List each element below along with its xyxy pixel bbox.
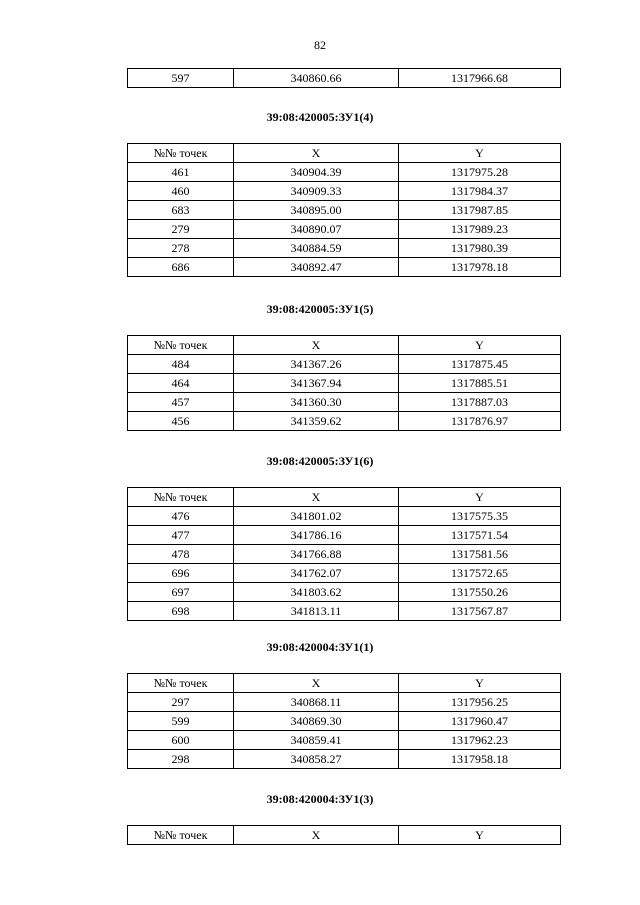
header-y: Y [399, 826, 561, 845]
table-row [128, 526, 561, 545]
page-number: 82 [314, 38, 326, 52]
header-x: X [234, 336, 399, 355]
point-number-cell: 457 [128, 393, 234, 412]
x-cell: 341359.62 [234, 412, 399, 431]
section-title: 39:08:420005:ЗУ1(5) [266, 302, 374, 316]
point-number-cell: 683 [128, 201, 234, 220]
x-cell: 340895.00 [234, 201, 399, 220]
table-header-row [128, 488, 561, 507]
coordinates-table [127, 487, 561, 621]
table-row [128, 239, 561, 258]
x-cell: 341367.26 [234, 355, 399, 374]
table-row [128, 545, 561, 564]
table-row [128, 564, 561, 583]
y-cell: 1317989.23 [399, 220, 561, 239]
coordinates-table [127, 335, 561, 431]
y-cell: 1317987.85 [399, 201, 561, 220]
table-row [128, 712, 561, 731]
x-cell: 340890.07 [234, 220, 399, 239]
table-row [128, 355, 561, 374]
x-cell: 340909.33 [234, 182, 399, 201]
table-row [128, 220, 561, 239]
x-cell: 341786.16 [234, 526, 399, 545]
header-point-number: №№ точек [128, 674, 234, 693]
y-cell: 1317960.47 [399, 712, 561, 731]
point-number-cell: 456 [128, 412, 234, 431]
header-x: X [234, 826, 399, 845]
point-number-cell: 278 [128, 239, 234, 258]
table-row [128, 750, 561, 769]
table-row [128, 731, 561, 750]
header-point-number: №№ точек [128, 826, 234, 845]
point-number-cell: 298 [128, 750, 234, 769]
y-cell: 1317966.68 [399, 69, 561, 88]
header-x: X [234, 144, 399, 163]
x-cell: 340868.11 [234, 693, 399, 712]
section-title: 39:08:420004:ЗУ1(1) [266, 640, 374, 654]
point-number-cell: 597 [128, 69, 234, 88]
table-header-row [128, 144, 561, 163]
y-cell: 1317885.51 [399, 374, 561, 393]
x-cell: 340860.66 [234, 69, 399, 88]
x-cell: 341813.11 [234, 602, 399, 621]
table-row [128, 258, 561, 277]
point-number-cell: 698 [128, 602, 234, 621]
table-header-row [128, 336, 561, 355]
x-cell: 341360.30 [234, 393, 399, 412]
coordinates-table [127, 673, 561, 769]
table-row [128, 393, 561, 412]
coordinates-table [127, 143, 561, 277]
y-cell: 1317572.65 [399, 564, 561, 583]
y-cell: 1317978.18 [399, 258, 561, 277]
y-cell: 1317876.97 [399, 412, 561, 431]
table-row [128, 69, 561, 88]
x-cell: 341367.94 [234, 374, 399, 393]
header-point-number: №№ точек [128, 488, 234, 507]
x-cell: 340869.30 [234, 712, 399, 731]
y-cell: 1317975.28 [399, 163, 561, 182]
header-y: Y [399, 336, 561, 355]
coordinates-table-continuation [127, 68, 561, 88]
table-header-row [128, 674, 561, 693]
point-number-cell: 478 [128, 545, 234, 564]
header-y: Y [399, 488, 561, 507]
header-point-number: №№ точек [128, 144, 234, 163]
point-number-cell: 477 [128, 526, 234, 545]
point-number-cell: 460 [128, 182, 234, 201]
y-cell: 1317958.18 [399, 750, 561, 769]
x-cell: 341766.88 [234, 545, 399, 564]
header-x: X [234, 674, 399, 693]
header-y: Y [399, 674, 561, 693]
table-row [128, 182, 561, 201]
table-row [128, 374, 561, 393]
x-cell: 341803.62 [234, 583, 399, 602]
table-row [128, 412, 561, 431]
x-cell: 341762.07 [234, 564, 399, 583]
header-x: X [234, 488, 399, 507]
table-row [128, 507, 561, 526]
y-cell: 1317575.35 [399, 507, 561, 526]
y-cell: 1317567.87 [399, 602, 561, 621]
section-title: 39:08:420004:ЗУ1(3) [266, 792, 374, 806]
point-number-cell: 279 [128, 220, 234, 239]
y-cell: 1317980.39 [399, 239, 561, 258]
y-cell: 1317984.37 [399, 182, 561, 201]
table-row [128, 602, 561, 621]
x-cell: 340858.27 [234, 750, 399, 769]
point-number-cell: 476 [128, 507, 234, 526]
coordinates-table [127, 825, 561, 845]
header-y: Y [399, 144, 561, 163]
header-point-number: №№ точек [128, 336, 234, 355]
x-cell: 340904.39 [234, 163, 399, 182]
table-row [128, 163, 561, 182]
point-number-cell: 461 [128, 163, 234, 182]
point-number-cell: 697 [128, 583, 234, 602]
x-cell: 341801.02 [234, 507, 399, 526]
section-title: 39:08:420005:ЗУ1(4) [266, 110, 374, 124]
x-cell: 340859.41 [234, 731, 399, 750]
y-cell: 1317571.54 [399, 526, 561, 545]
y-cell: 1317887.03 [399, 393, 561, 412]
table-row [128, 583, 561, 602]
point-number-cell: 484 [128, 355, 234, 374]
point-number-cell: 599 [128, 712, 234, 731]
point-number-cell: 686 [128, 258, 234, 277]
y-cell: 1317550.26 [399, 583, 561, 602]
table-header-row [128, 826, 561, 845]
table-row [128, 201, 561, 220]
x-cell: 340884.59 [234, 239, 399, 258]
x-cell: 340892.47 [234, 258, 399, 277]
y-cell: 1317875.45 [399, 355, 561, 374]
point-number-cell: 297 [128, 693, 234, 712]
y-cell: 1317962.23 [399, 731, 561, 750]
y-cell: 1317956.25 [399, 693, 561, 712]
point-number-cell: 464 [128, 374, 234, 393]
y-cell: 1317581.56 [399, 545, 561, 564]
point-number-cell: 696 [128, 564, 234, 583]
table-row [128, 693, 561, 712]
section-title: 39:08:420005:ЗУ1(6) [266, 454, 374, 468]
point-number-cell: 600 [128, 731, 234, 750]
